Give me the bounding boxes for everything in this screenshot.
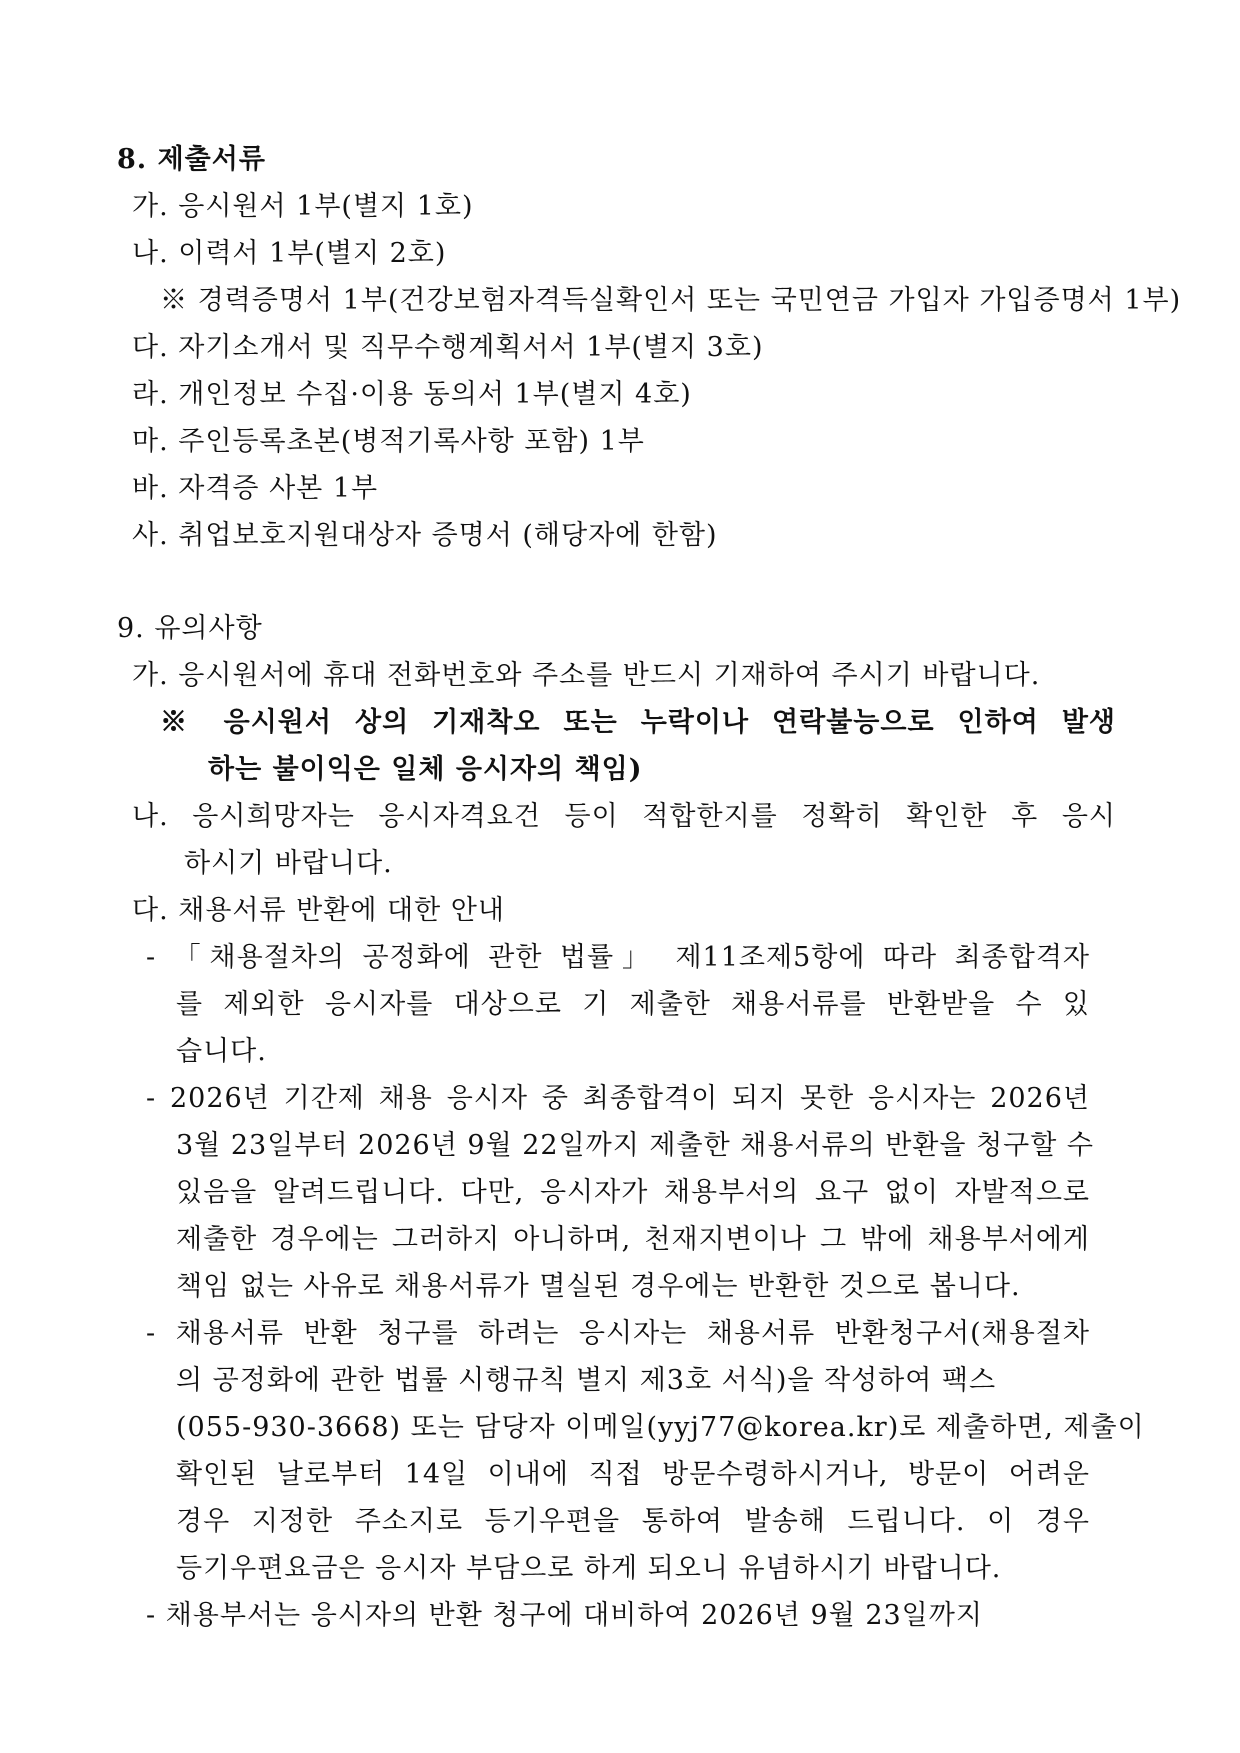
bullet-3-line-1: - 채용서류 반환 청구를 하려는 응시자는 채용서류 반환청구서(채용절차	[146, 1318, 1090, 1349]
notice-item-da: 다. 채용서류 반환에 대한 안내	[132, 895, 505, 926]
bullet-1-line-3: 습니다.	[176, 1036, 267, 1067]
section-9-heading: 9. 유의사항	[117, 613, 263, 644]
notice-item-na-line-2: 하시기 바랍니다.	[184, 848, 393, 879]
bullet-3-line-3: (055-930-3668) 또는 담당자 이메일(yyj77@korea.kr)로 제출하면, 제출이	[176, 1412, 1145, 1443]
warning-line-2: 하는 불이익은 일체 응시자의 책임)	[208, 754, 643, 785]
bullet-4-line-1: - 채용부서는 응시자의 반환 청구에 대비하여 2026년 9월 23일까지	[146, 1600, 983, 1631]
bullet-1-line-2: 를 제외한 응시자를 대상으로 기 제출한 채용서류를 반환받을 수 있	[176, 989, 1090, 1020]
notice-item-na-line-1: 나. 응시희망자는 응시자격요건 등이 적합한지를 정확히 확인한 후 응시	[132, 801, 1116, 832]
bullet-2-line-4: 제출한 경우에는 그러하지 아니하며, 천재지변이나 그 밖에 채용부서에게	[176, 1224, 1090, 1255]
bullet-3-line-2: 의 공정화에 관한 법률 시행규칙 별지 제3호 서식)을 작성하여 팩스	[176, 1365, 997, 1396]
notice-item-ga: 가. 응시원서에 휴대 전화번호와 주소를 반드시 기재하여 주시기 바랍니다.	[132, 660, 1041, 691]
bullet-2-line-5: 책임 없는 사유로 채용서류가 멸실된 경우에는 반환한 것으로 봅니다.	[176, 1271, 1021, 1302]
list-item-ma: 마. 주인등록초본(병적기록사항 포함) 1부	[132, 426, 645, 457]
list-item-ba: 바. 자격증 사본 1부	[132, 473, 379, 504]
note-career-certificate: ※ 경력증명서 1부(건강보험자격득실확인서 또는 국민연금 가입자 가입증명서 1부)	[160, 285, 1182, 316]
list-item-sa: 사. 취업보호지원대상자 증명서 (해당자에 한함)	[132, 520, 718, 551]
section-8-heading: 8. 제출서류	[117, 144, 266, 175]
bullet-2-line-2: 3월 23일부터 2026년 9월 22일까지 제출한 채용서류의 반환을 청구할 수	[176, 1130, 1094, 1161]
bullet-1-line-1: - 「채용절차의 공정화에 관한 법률」 제11조제5항에 따라 최종합격자	[146, 942, 1090, 973]
list-item-ga: 가. 응시원서 1부(별지 1호)	[132, 191, 474, 222]
list-item-ra: 라. 개인정보 수집·이용 동의서 1부(별지 4호)	[132, 379, 692, 410]
bullet-2-line-3: 있음을 알려드립니다. 다만, 응시자가 채용부서의 요구 없이 자발적으로	[176, 1177, 1090, 1208]
bullet-3-line-5: 경우 지정한 주소지로 등기우편을 통하여 발송해 드립니다. 이 경우	[176, 1506, 1090, 1537]
list-item-da: 다. 자기소개서 및 직무수행계획서서 1부(별지 3호)	[132, 332, 764, 363]
bullet-3-line-4: 확인된 날로부터 14일 이내에 직접 방문수령하시거나, 방문이 어려운	[176, 1459, 1090, 1490]
bullet-2-line-1: - 2026년 기간제 채용 응시자 중 최종합격이 되지 못한 응시자는 2026년	[146, 1083, 1090, 1114]
list-item-na: 나. 이력서 1부(별지 2호)	[132, 238, 447, 269]
bullet-3-line-6: 등기우편요금은 응시자 부담으로 하게 되오니 유념하시기 바랍니다.	[176, 1553, 1002, 1584]
warning-line-1: ※ 응시원서 상의 기재착오 또는 누락이나 연락불능으로 인하여 발생	[160, 707, 1116, 738]
